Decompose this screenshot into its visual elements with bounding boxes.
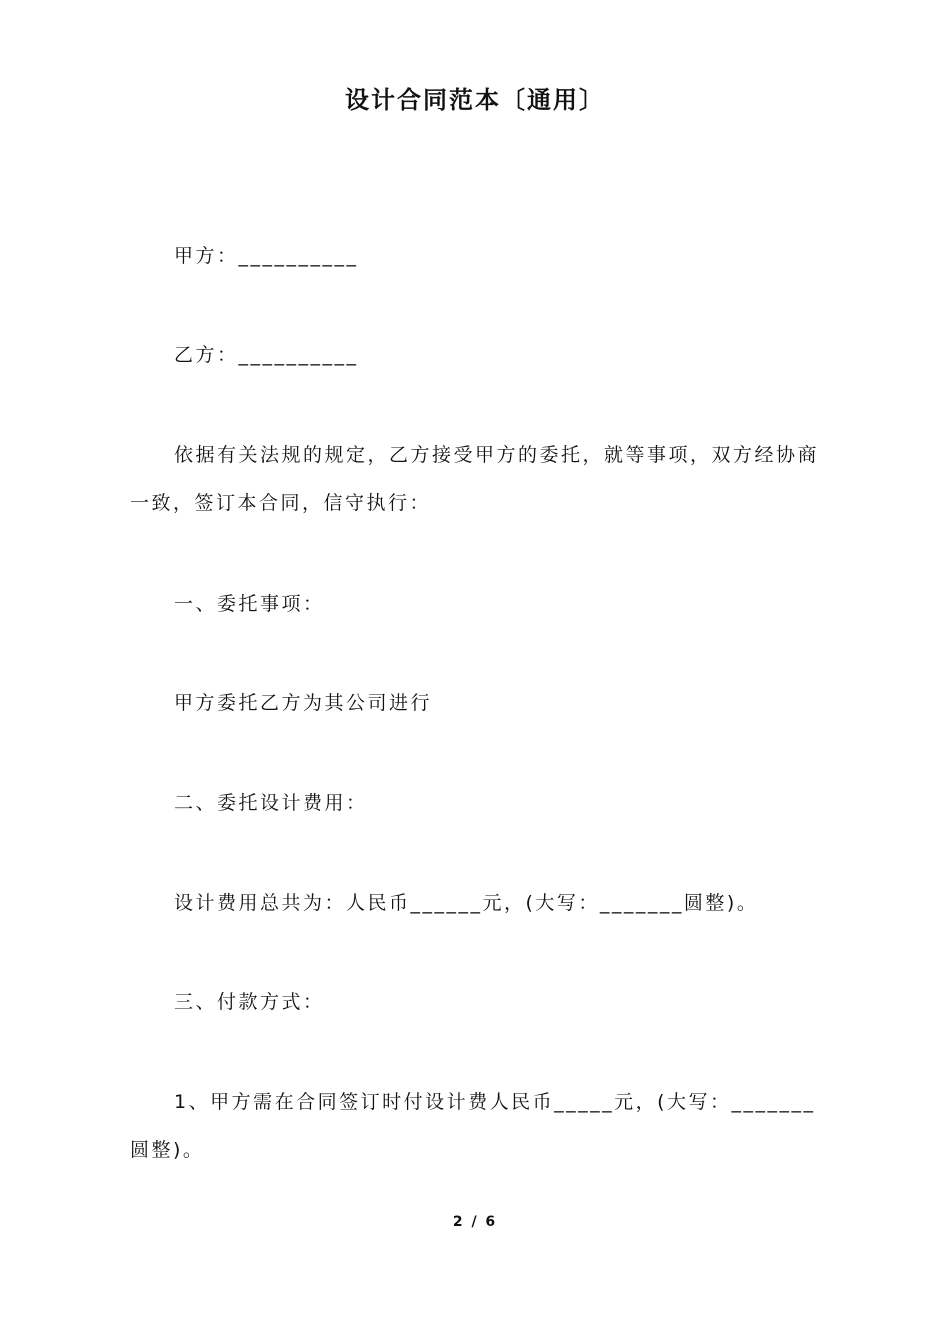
- document-title: 设计合同范本〔通用〕: [345, 86, 605, 114]
- page-number: 2 / 6: [452, 1214, 498, 1230]
- section-heading-1: 一、委托事项：: [174, 593, 325, 615]
- party-b-line: 乙方：__________: [174, 344, 359, 366]
- section-heading-2: 二、委托设计费用：: [174, 792, 368, 814]
- section-2-body: 设计费用总共为：人民币______元，(大写：_______圆整)。: [174, 892, 759, 914]
- section-1-body: 甲方委托乙方为其公司进行: [174, 692, 433, 714]
- preamble-paragraph: 依据有关法规的规定，乙方接受甲方的委托，就等事项，双方经协商一致，签订本合同，信守执行：: [130, 444, 820, 514]
- section-heading-3: 三、付款方式：: [174, 991, 325, 1013]
- section-3-item-1: 1、甲方需在合同签订时付设计费人民币_____元，(大写：_______圆整)。: [130, 1091, 816, 1161]
- party-a-line: 甲方：__________: [174, 245, 359, 267]
